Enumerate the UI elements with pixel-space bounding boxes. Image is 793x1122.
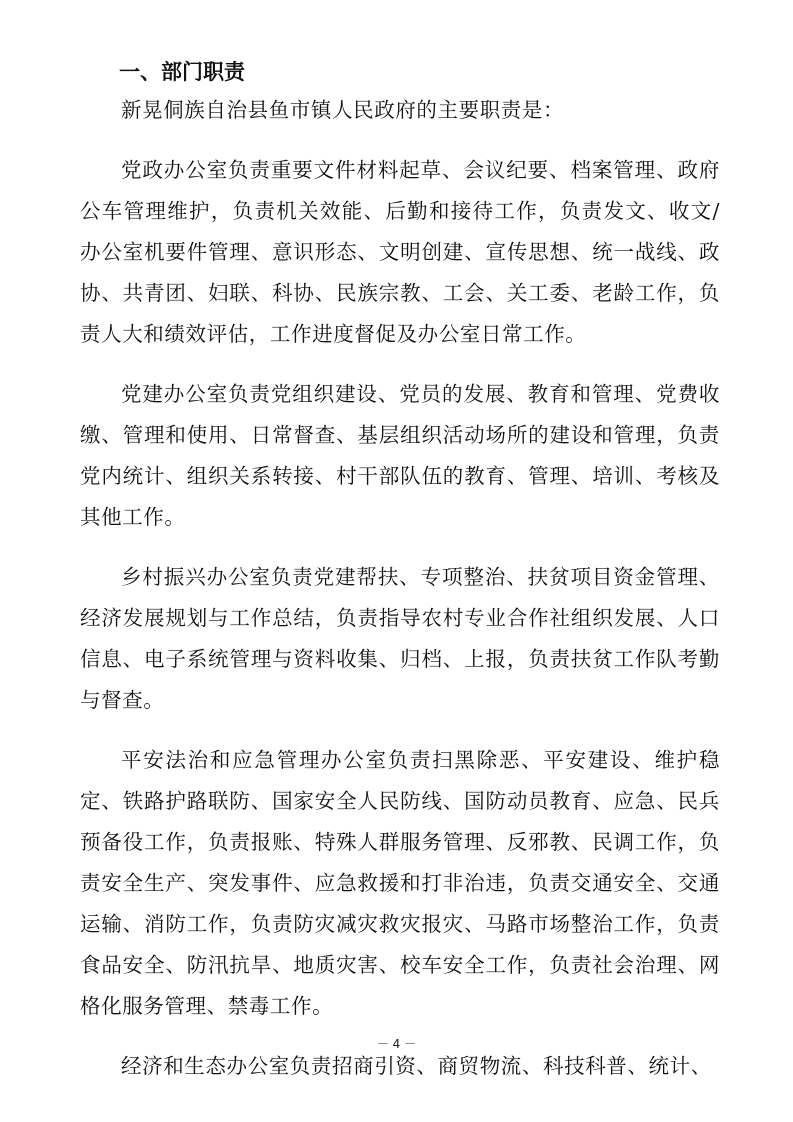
paragraph-party-government-office: 党政办公室负责重要文件材料起草、会议纪要、档案管理、政府公车管理维护，负责机关效能、后勤和接待工作，负责发文、收文/办公室机要件管理、意识形态、文明创建、宣传思想、统一战线、政协、共青团、妇联、科协、民族宗教、工会、关工委、老龄工作，负责人大和绩效评估，工作进度督促及办公室日常工作。 <box>80 158 720 346</box>
paragraph-party-building-office: 党建办公室负责党组织建设、党员的发展、教育和管理、党费收缴、管理和使用、日常督查、基层组织活动场所的建设和管理，负责党内统计、组织关系转接、村干部队伍的教育、管理、培训、考核及其他工作。 <box>80 382 720 529</box>
page-number: － 4 － <box>376 1037 417 1051</box>
document-body <box>80 90 720 1087</box>
section-heading: 一、部门职责 <box>119 60 245 84</box>
paragraph-economy-ecology-office: 经济和生态办公室负责招商引资、商贸物流、科技科普、统计、 <box>121 1054 712 1078</box>
paragraph-safety-emergency-office: 平安法治和应急管理办公室负责扫黑除恶、平安建设、维护稳定、铁路护路联防、国家安全人民防线、国防动员教育、应急、民兵预备役工作，负责报账、特殊人群服务管理、反邪教、民调工作，负责安全生产、突发事件、应急救援和打非治违，负责交通安全、交通运输、消防工作，负责防灾减灾救灾报灾、马路市场整治工作，负责食品安全、防汛抗旱、地质灾害、校车安全工作，负责社会治理、网格化服务管理、禁毒工作。 <box>80 748 720 1018</box>
paragraph-rural-revitalization-office: 乡村振兴办公室负责党建帮扶、专项整治、扶贫项目资金管理、经济发展规划与工作总结，负责指导农村专业合作社组织发展、人口信息、电子系统管理与资料收集、归档、上报，负责扶贫工作队考勤与督查。 <box>80 565 720 712</box>
paragraph-intro: 新晃侗族自治县鱼市镇人民政府的主要职责是： <box>121 98 565 122</box>
